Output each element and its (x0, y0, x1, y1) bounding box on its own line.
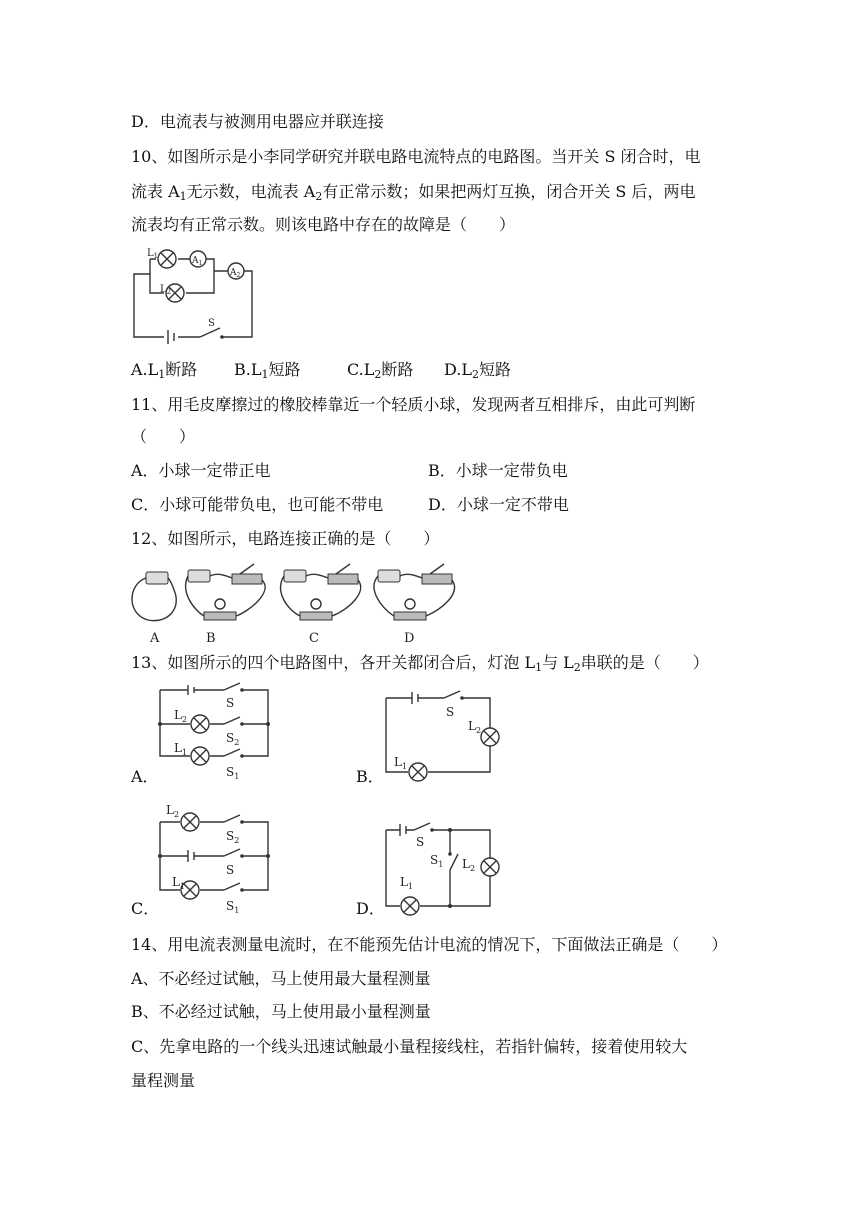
q9-option-d: D．电流表与被测用电器应并联连接 (131, 112, 384, 131)
svg-text:L1: $L_1$ (172, 875, 186, 891)
q12-label-d: D (404, 631, 415, 646)
q13-circuit-a (150, 684, 275, 784)
svg-text:S: S (226, 696, 235, 710)
svg-text:S: S (416, 835, 425, 849)
svg-text:S1: $S_1$ (430, 853, 444, 869)
q10-option-c: $C.L_2$断路 (347, 360, 414, 381)
q10-label-l2: $L_2$ (160, 284, 172, 296)
q12-picture-b (186, 564, 265, 620)
svg-text:L2: $L_2$ (166, 803, 180, 819)
q13-option-c-label: C． (131, 899, 160, 918)
svg-text:S2: $S_2$ (226, 829, 240, 845)
q11-option-d: D．小球一定不带电 (428, 495, 569, 514)
q14-option-b: B、不必经过试触，马上使用最小量程测量 (131, 1002, 431, 1021)
q12-picture-d (374, 564, 455, 620)
q10-option-b: $B.L_1$短路 (234, 360, 301, 381)
q11-option-a: A．小球一定带正电 (131, 461, 271, 480)
q12-label-a: A (150, 631, 160, 646)
svg-text:L1: $L_1$ (174, 741, 188, 757)
q10-label-s: S (208, 318, 215, 329)
q10-label-a2: $A_2$ (230, 268, 241, 279)
q12-picture-a (132, 572, 176, 621)
q13-option-b-label: B． (356, 767, 384, 786)
q14-option-c-line1: C、先拿电路的一个线头迅速试触最小量程接线柱，若指针偏转，接着使用较大 (131, 1037, 688, 1056)
svg-text:L2: $L_2$ (174, 708, 188, 724)
q13-circuit-c (150, 800, 275, 915)
q10-stem-line1: 10、如图所示是小李同学研究并联电路电流特点的电路图。当开关 S 闭合时，电 (131, 147, 701, 166)
q10-option-a: $A.L_1$断路 (131, 360, 198, 381)
q11-option-c: C．小球可能带负电，也可能不带电 (131, 495, 384, 514)
q13-option-a-label: A． (131, 767, 159, 786)
q12-label-c: C (309, 631, 319, 646)
svg-text:S2: $S_2$ (226, 731, 240, 747)
q11-option-b: B．小球一定带负电 (428, 461, 568, 480)
q14-option-c-line2: 量程测量 (131, 1071, 196, 1090)
svg-text:S1: $S_1$ (226, 765, 240, 781)
q12-picture-c (281, 564, 361, 620)
q13-circuit-d (382, 820, 507, 915)
q12-circuit-pictures (128, 562, 468, 652)
q13-circuit-b (382, 690, 507, 780)
q10-label-a1: $A_1$ (192, 256, 203, 267)
svg-text:S1: $S_1$ (226, 899, 240, 915)
svg-text:S: S (226, 863, 235, 877)
q11-stem-line1: 11、用毛皮摩擦过的橡胶棒靠近一个轻质小球，发现两者互相排斥，由此可判断 (131, 395, 696, 414)
svg-text:L1: $L_1$ (400, 875, 414, 891)
q12-label-b: B (206, 631, 216, 646)
q10-label-l1: $L_1$ (147, 248, 159, 260)
svg-text:S: S (446, 705, 455, 719)
q10-stem-line3: 流表均有正常示数。则该电路中存在的故障是（ ） (131, 215, 516, 234)
svg-text:L1: $L_1$ (394, 755, 408, 771)
q11-stem-line2: （ ） (131, 427, 196, 446)
q10-stem-line2: 流表 $A_1$无示数，电流表 $A_2$有正常示数；如果把两灯互换，闭合开关 S 后，两电 (131, 182, 696, 203)
svg-text:L2: $L_2$ (462, 857, 476, 873)
q14-stem: 14、用电流表测量电流时，在不能预先估计电流的情况下，下面做法正确是（ ） (131, 935, 728, 954)
q14-option-a: A、不必经过试触，马上使用最大量程测量 (131, 969, 431, 988)
q12-stem: 12、如图所示，电路连接正确的是（ ） (131, 529, 440, 548)
q10-circuit-diagram (128, 244, 268, 344)
q13-option-d-label: D． (356, 899, 385, 918)
svg-text:L2: $L_2$ (468, 719, 482, 735)
q10-option-d: $D.L_2$短路 (444, 360, 511, 381)
q13-stem: 13、如图所示的四个电路图中，各开关都闭合后，灯泡 $L_1$与 $L_2$串联的是（ ） (131, 653, 709, 674)
